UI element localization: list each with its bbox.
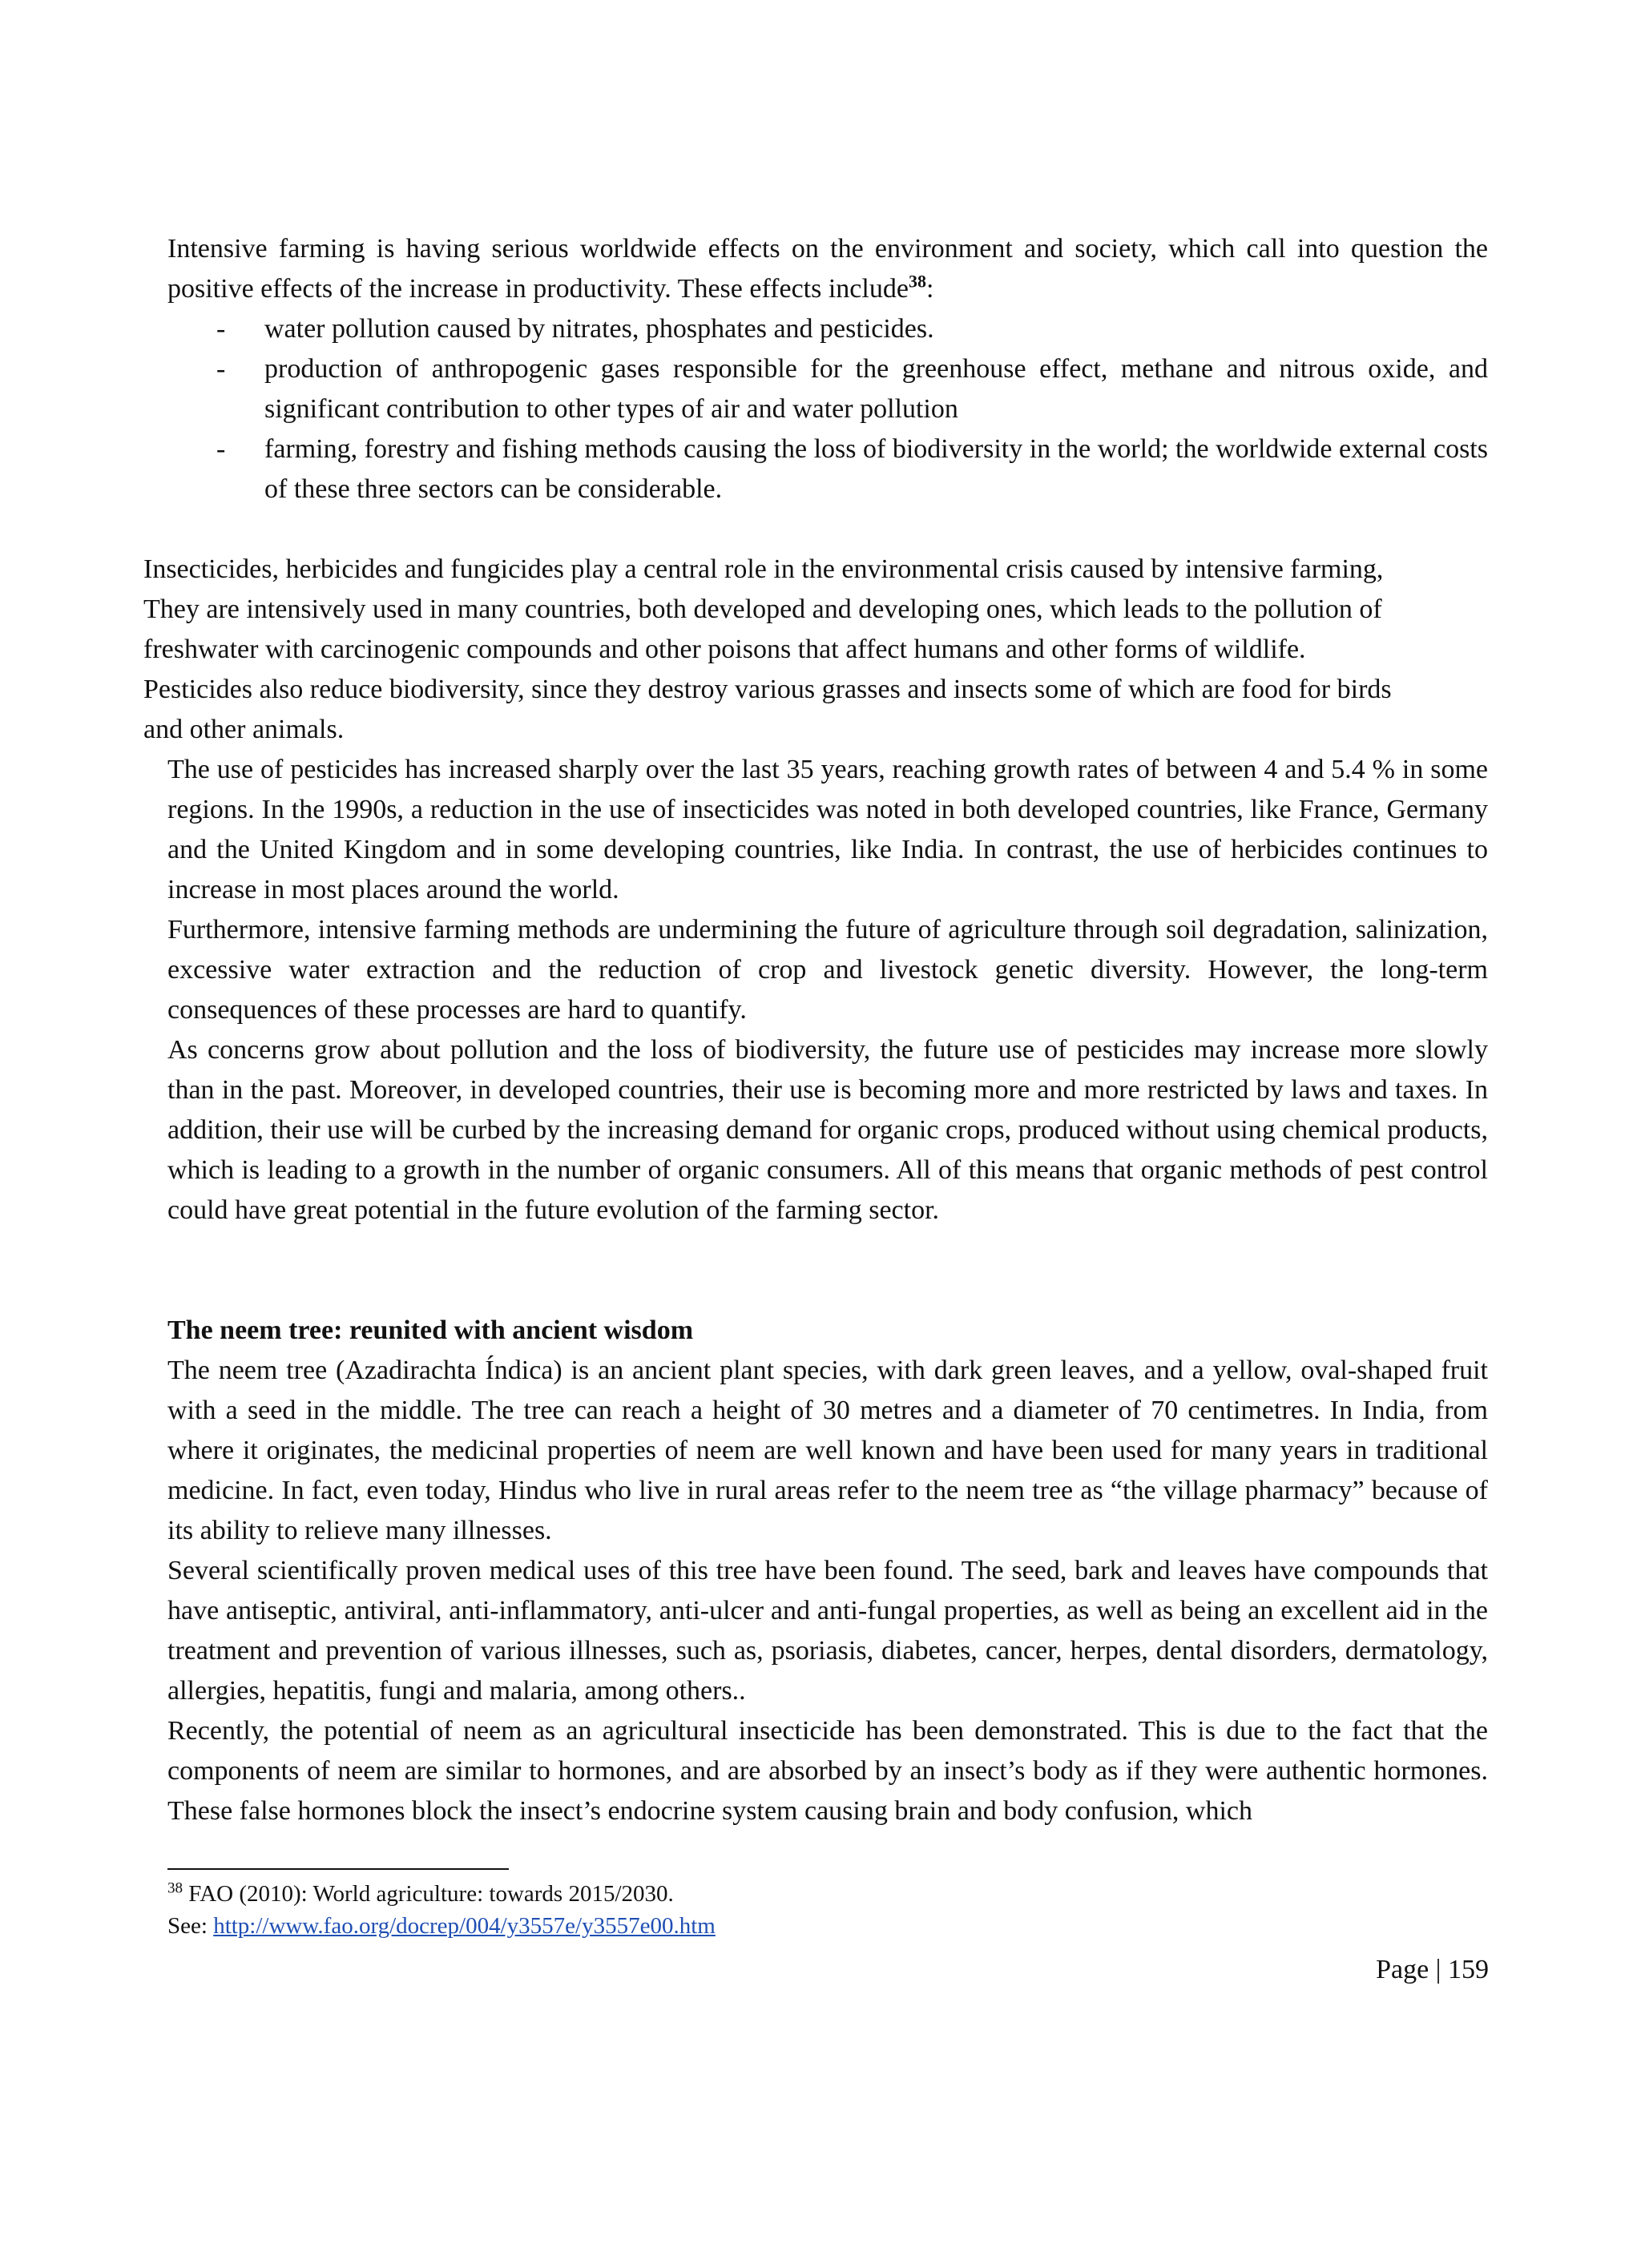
list-item: - farming, forestry and fishing methods causing the loss of biodiversity in the world; the worldwide external costs of these three sectors can be considerable. [208,429,1488,510]
footnote [167,1878,716,1942]
text-line: and other animals. [143,715,345,744]
intro-text [167,229,1488,309]
text-line: Insecticides, herbicides and fungicides play a central role in the environmental crisis caused by intensive farming, [143,554,1384,584]
footnote-see-line [167,1910,716,1942]
paragraph: Recently, the potential of neem as an agricultural insecticide has been demonstrated. This is due to the fact that the components of neem are similar to hormones, and are absorbed by an insect’s body as if they were authentic hormones. These false hormones block the insect’s endocrine system causing brain and body confusion, which [167,1716,1488,1826]
footnote-see-label: See: [167,1913,214,1939]
intro-colon: : [925,274,934,304]
pesticide-use-section [167,750,1488,1231]
pesticide-crisis-paragraph [143,550,1490,750]
intro-paragraph [167,229,1488,309]
list-item: - production of anthropogenic gases responsible for the greenhouse effect, methane and nitrous oxide, and significant contribution to other types of air and water pollution [208,349,1488,429]
text-line: freshwater with carcinogenic compounds and other poisons that affect humans and other forms of wildlife. [143,634,1306,664]
paragraph: Several scientifically proven medical uses of this tree have been found. The seed, bark and leaves have compounds that have antiseptic, antiviral, anti-inflammatory, anti-ulcer and anti-fungal properties, as well as being an excellent aid in the treatment and prevention of various illnesses, such as, psoriasis, diabetes, cancer, herpes, dental disorders, dermatology, allergies, hepatitis, fungi and malaria, among others.. [167,1556,1488,1706]
footnote-citation [167,1878,716,1910]
page-number: Page | 159 [1376,1955,1489,1984]
footnote-divider [167,1868,509,1870]
footnote-reference: 38 [908,271,926,292]
paragraph: As concerns grow about pollution and the loss of biodiversity, the future use of pesticides may increase more slowly than in the past. Moreover, in developed countries, their use is becoming more and more restricted by laws and taxes. In addition, their use will be curbed by the increasing demand for organic crops, produced without using chemical products, which is leading to a growth in the number of organic consumers. All of this means that organic methods of pest control could have great potential in the future evolution of the farming sector. [167,1035,1488,1225]
effects-list [208,309,1488,510]
list-item: - water pollution caused by nitrates, phosphates and pesticides. [208,309,1488,349]
paragraph: The use of pesticides has increased sharply over the last 35 years, reaching growth rates of between 4 and 5.4 % in some regions. In the 1990s, a reduction in the use of insecticides was noted in both developed countries, like France, Germany and the United Kingdom and in some developing countries, like India. In contrast, the use of herbicides continues to increase in most places around the world. [167,755,1488,904]
paragraph: The neem tree (Azadirachta Índica) is an ancient plant species, with dark green leaves, and a yellow, oval-shaped fruit with a seed in the middle. The tree can reach a height of 30 metres and a diameter of 70 centimetres. In India, from where it originates, the medicinal properties of neem are well known and have been used for many years in traditional medicine. In fact, even today, Hindus who live in rural areas refer to the neem tree as “the village pharmacy” because of its ability to relieve many illnesses. [167,1356,1488,1545]
text-line: Pesticides also reduce biodiversity, since they destroy various grasses and insects some of which are food for birds [143,675,1392,704]
section-heading: The neem tree: reunited with ancient wisdom [167,1315,694,1345]
footnote-link[interactable]: http://www.fao.org/docrep/004/y3557e/y3557e00.htm [213,1913,716,1939]
paragraph: Furthermore, intensive farming methods are undermining the future of agriculture through soil degradation, salinization, excessive water extraction and the reduction of crop and livestock genetic diversity. However, the long-term consequences of these processes are hard to quantify. [167,915,1488,1025]
intro-sentence: Intensive farming is having serious worldwide effects on the environment and society, which call into question the positive effects of the increase in productivity. These effects include [167,234,1488,304]
footnote-number: 38 [167,1879,183,1897]
text-line: They are intensively used in many countries, both developed and developing ones, which leads to the pollution of [143,594,1382,624]
footnote-citation-text: FAO (2010): World agriculture: towards 2015/2030. [183,1881,674,1907]
neem-tree-section [167,1351,1488,1831]
